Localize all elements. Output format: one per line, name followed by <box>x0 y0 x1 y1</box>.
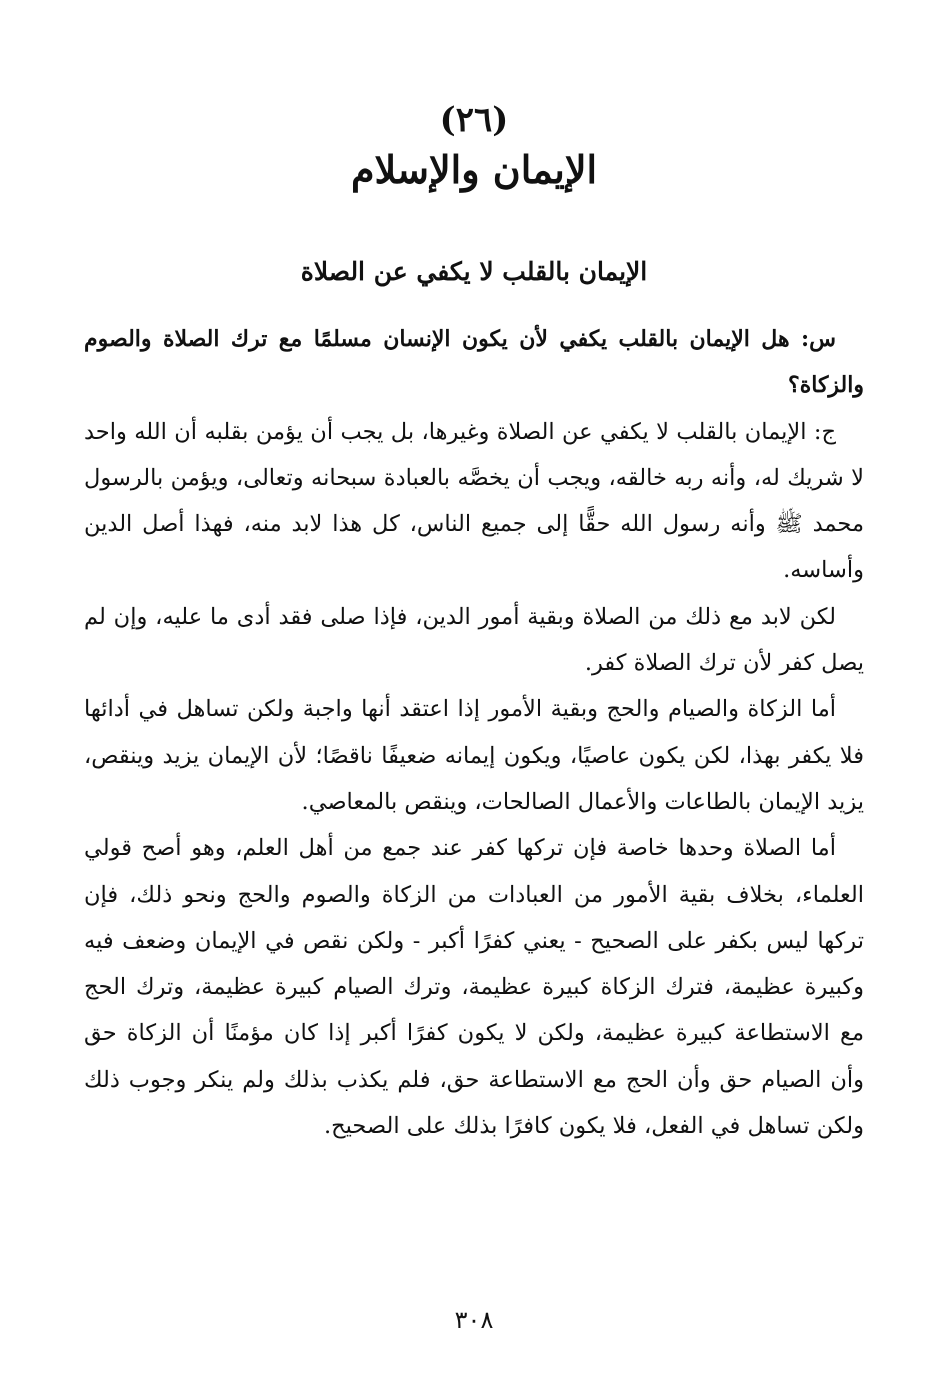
body-paragraph: أما الزكاة والصيام والحج وبقية الأمور إذا اعتقد أنها واجبة ولكن تساهل في أدائها فلا يكفر بهذا، لكن يكون عاصيًا، ويكون إيمانه ضعيفًا ناقصًا؛ لأن الإيمان يزيد وينقص، يزيد الإيمان بالطاعات والأعمال الصالحات، وينقص بالمعاصي. <box>84 696 864 815</box>
question-paragraph: س: هل الإيمان بالقلب يكفي لأن يكون الإنسان مسلمًا مع ترك الصلاة والصوم والزكاة؟ <box>84 326 864 399</box>
body-paragraph: لكن لابد مع ذلك من الصلاة وبقية أمور الدين، فإذا صلى فقد أدى ما عليه، وإن لم يصل كفر لأن ترك الصلاة كفر. <box>84 603 864 677</box>
body-paragraph: أما الصلاة وحدها خاصة فإن تركها كفر عند جمع من أهل العلم، وهو أصح قولي العلماء، بخلاف بقية الأمور من العبادات من الزكاة والصوم والحج ونحو ذلك، فإن تركها ليس بكفر على الصحيح - يعني كفرًا أكبر - ولكن نقص في الإيمان وضعف فيه وكبيرة عظيمة، فترك الزكاة كبيرة عظيمة، وترك الصيام كبيرة عظيمة، وترك الحج مع الاستطاعة كبيرة عظيمة، ولكن لا يكون كفرًا أكبر إذا كان مؤمنًا أن الزكاة حق وأن الصيام حق وأن الحج مع الاستطاعة حق، فلم يكذب بذلك ولم ينكر وجوب ذلك ولكن تساهل في الفعل، فلا يكون كافرًا بذلك على الصحيح. <box>84 835 864 1140</box>
chapter-title: الإيمان والإسلام <box>350 147 598 192</box>
section-heading: الإيمان بالقلب لا يكفي عن الصلاة <box>300 257 648 286</box>
body-text <box>84 316 864 1149</box>
page-number: ٣٠٨ <box>454 1306 494 1334</box>
answer-paragraph: ج: الإيمان بالقلب لا يكفي عن الصلاة وغيرها، بل يجب أن يؤمن بقلبه أن الله واحد لا شريك له، وأنه ربه خالقه، ويجب أن يخصَّه بالعبادة سبحانه وتعالى، ويؤمن بالرسول محمد ﷺ وأنه رسول الله حقًّا إلى جميع الناس، كل هذا لابد منه، فهذا أصل الدين وأساسه. <box>84 418 864 584</box>
book-page <box>84 0 864 1382</box>
chapter-number: (٢٦) <box>439 100 509 140</box>
